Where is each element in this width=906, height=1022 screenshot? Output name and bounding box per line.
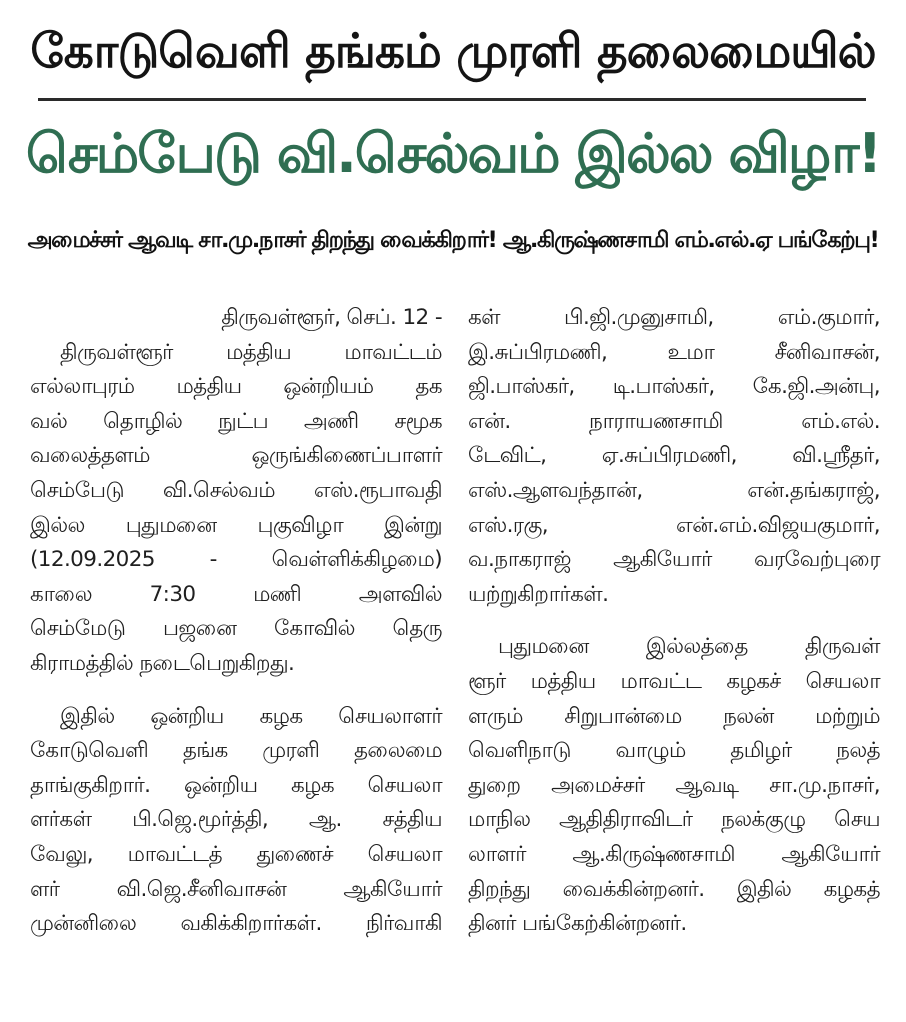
paragraph-line: இல்ல புதுமனை புகுவிழா இன்று (30, 512, 442, 538)
paragraph-line: டேவிட், ஏ.சுப்பிரமணி, வி.ஸ்ரீதர், (468, 443, 880, 469)
divider-rule (38, 98, 866, 101)
main-headline: செம்பேடு வி.செல்வம் இல்ல விழா! (25, 122, 881, 185)
paragraph-line: யற்றுகிறார்கள். (468, 581, 609, 607)
paragraph-line: வேலு, மாவட்டத் துணைச் செயலா (30, 841, 442, 867)
paragraph-line: (12.09.2025 - வெள்ளிக்கிழமை) (30, 547, 442, 573)
paragraph-line: புதுமனை இல்லத்தை திருவள் (498, 634, 880, 660)
paragraph-line: வல் தொழில் நுட்ப அணி சமூக (30, 408, 442, 434)
paragraph-line: வ.நாகராஜ் ஆகியோர் வரவேற்புரை (468, 547, 880, 573)
paragraph-line: மாநில ஆதிதிராவிடர் நலக்குழு செய (468, 807, 880, 833)
article-column-left (30, 301, 442, 942)
paragraph-line: வலைத்தளம் ஒருங்கிணைப்பாளர் (30, 443, 442, 469)
paragraph-line: எஸ்.ரகு, என்.எம்.விஜயகுமார், (468, 512, 880, 538)
paragraph-line: காலை 7:30 மணி அளவில் (30, 581, 442, 607)
paragraph-line: ளூர் மத்திய மாவட்ட கழகச் செயலா (468, 668, 880, 694)
paragraph-line: என். நாராயணசாமி எம்.எல். (468, 408, 880, 434)
paragraph-line: ளரும் சிறுபான்மை நலன் மற்றும் (468, 703, 880, 729)
paragraph-line: செம்மேடு பஜனை கோவில் தெரு (30, 616, 442, 642)
paragraph-line: இதில் ஒன்றிய கழக செயலாளர் (60, 703, 442, 729)
paragraph-line: கிராமத்தில் நடைபெறுகிறது. (30, 650, 295, 676)
paragraph-line: ளர்கள் பி.ஜெ.மூர்த்தி, ஆ. சத்திய (30, 807, 442, 833)
paragraph-line: எஸ்.ஆளவந்தான், என்.தங்கராஜ், (468, 477, 880, 503)
paragraph-line: கள் பி.ஜி.முனுசாமி, எம்.குமார், (468, 305, 880, 330)
paragraph-line: தாங்குகிறார். ஒன்றிய கழக செயலா (30, 772, 442, 798)
paragraph-line: லாளர் ஆ.கிருஷ்ணசாமி ஆகியோர் (468, 841, 880, 867)
paragraph-line: ஜி.பாஸ்கர், டி.பாஸ்கர், கே.ஜி.அன்பு, (468, 374, 880, 400)
subheadline: அமைச்சர் ஆவடி சா.மு.நாசர் திறந்து வைக்கிறார்! ஆ.கிருஷ்ணசாமி எம்.எல்.ஏ பங்கேற்பு! (27, 227, 879, 253)
paragraph-line: திருவள்ளூர் மத்திய மாவட்டம் (60, 339, 442, 365)
paragraph-line: ளர் வி.ஜெ.சீனிவாசன் ஆகியோர் (30, 876, 442, 902)
paragraph-line: துறை அமைச்சர் ஆவடி சா.மு.நாசர், (468, 772, 880, 798)
paragraph-gap (468, 612, 880, 630)
article-column-right (468, 301, 880, 942)
paragraph-line: எல்லாபுரம் மத்திய ஒன்றியம் தக (30, 374, 442, 400)
kicker-heading: கோடுவெளி தங்கம் முரளி தலைமையில் (30, 24, 876, 79)
paragraph-line: கோடுவெளி தங்க முரளி தலைமை (30, 738, 442, 764)
dateline: திருவள்ளூர், செப். 12 - (221, 305, 442, 330)
paragraph-gap (30, 682, 442, 700)
paragraph-line: திறந்து வைக்கின்றனர். இதில் கழகத் (468, 876, 880, 902)
paragraph-line: முன்னிலை வகிக்கிறார்கள். நிர்வாகி (30, 911, 442, 937)
paragraph-line: தினர் பங்கேற்கின்றனர். (468, 911, 687, 937)
paragraph-line: வெளிநாடு வாழும் தமிழர் நலத் (468, 738, 880, 764)
paragraph-line: செம்பேடு வி.செல்வம் எஸ்.ரூபாவதி (30, 477, 442, 503)
paragraph-line: இ.சுப்பிரமணி, உமா சீனிவாசன், (468, 339, 880, 365)
